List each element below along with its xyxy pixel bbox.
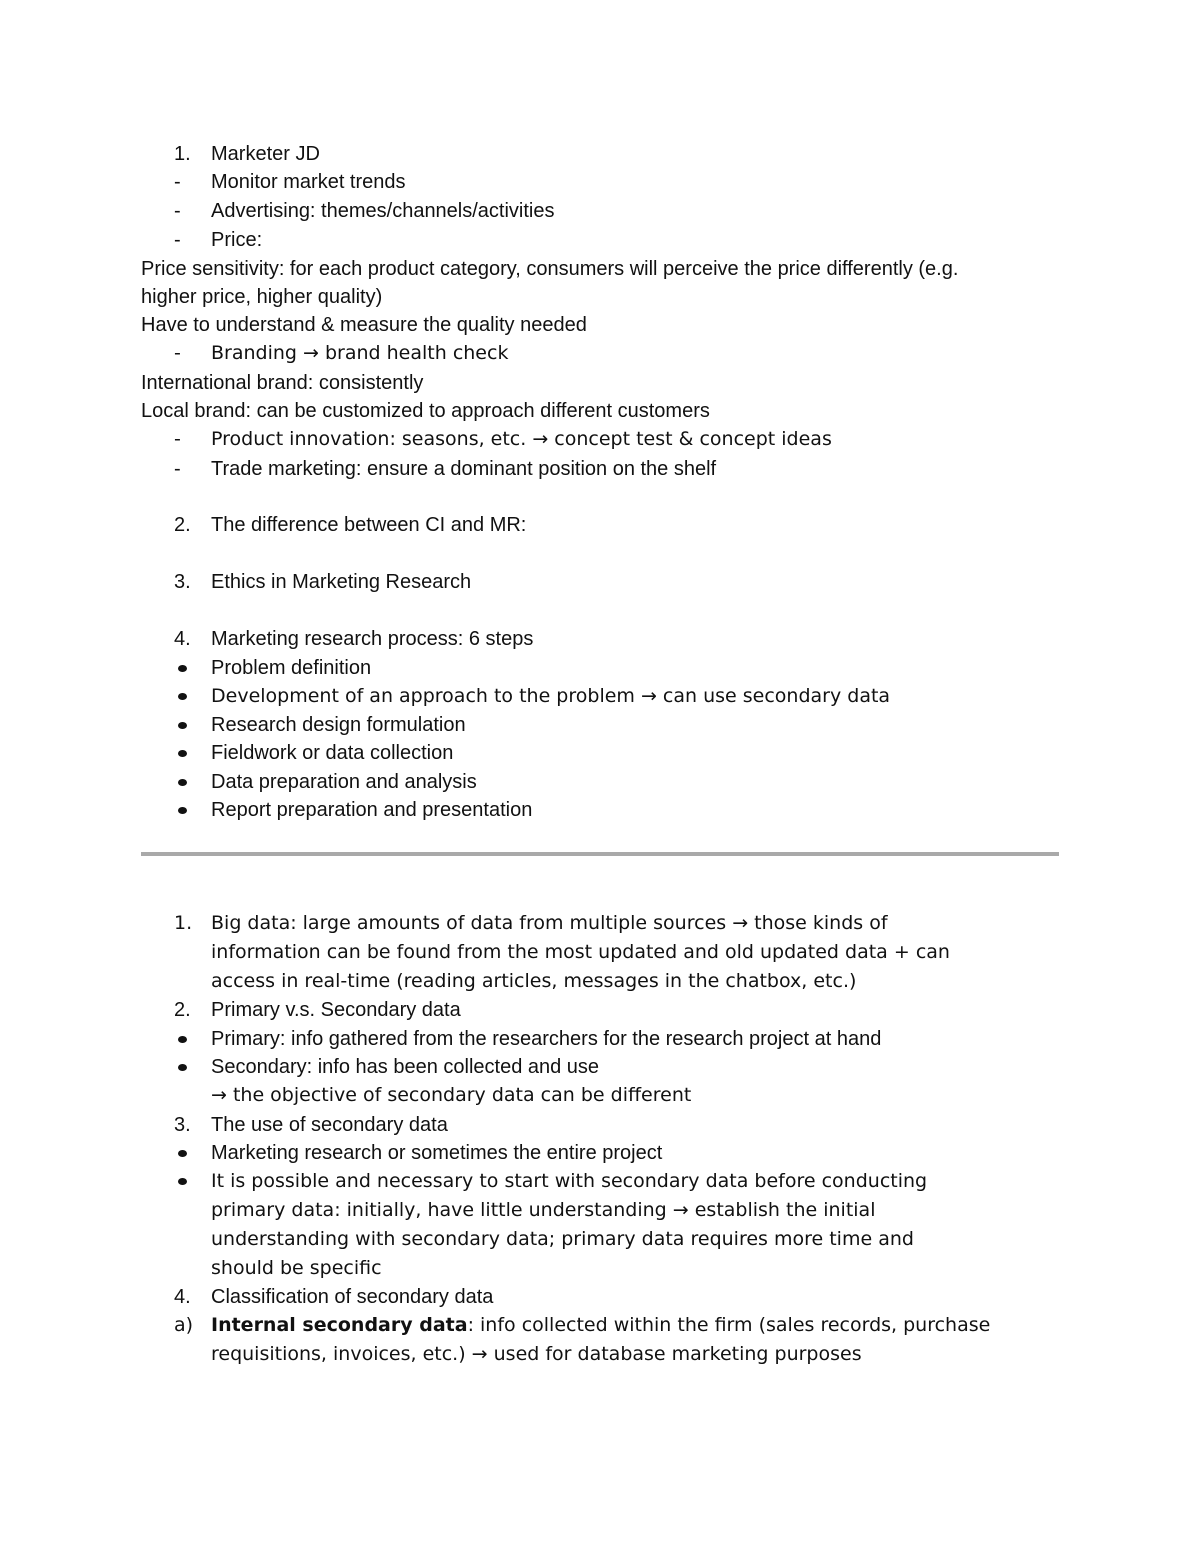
bullet-icon — [178, 750, 187, 757]
list-item-text — [211, 1313, 990, 1337]
bullet-text: Data preparation and analysis — [211, 771, 477, 793]
horizontal-divider — [141, 852, 1059, 856]
bullet-icon — [178, 693, 187, 700]
list-item-text: Marketing research process: 6 steps — [211, 628, 534, 650]
list-item-text: Monitor market trends — [211, 171, 406, 193]
bullet-text: should be specific — [211, 1257, 382, 1279]
bullet-text: → the objective of secondary data can be different — [211, 1084, 692, 1106]
bullet-text: understanding with secondary data; primary data requires more time and — [211, 1228, 914, 1250]
list-item-text: The difference between CI and MR: — [211, 514, 527, 536]
bullet-text: It is possible and necessary to start with secondary data before conducting — [211, 1170, 928, 1192]
list-item-text: Branding → brand health check — [211, 342, 509, 364]
list-item-text: access in real-time (reading articles, messages in the chatbox, etc.) — [211, 970, 857, 992]
bullet-text: primary data: initially, have little understanding → establish the initial — [211, 1199, 876, 1221]
bullet-icon — [178, 1036, 187, 1043]
paragraph-text: higher price, higher quality) — [141, 286, 383, 308]
list-number: 1. — [174, 912, 193, 934]
list-number: 3. — [174, 571, 191, 593]
bullet-text: Report preparation and presentation — [211, 799, 533, 821]
bullet-icon — [178, 1178, 187, 1185]
bullet-text: Secondary: info has been collected and use — [211, 1056, 600, 1078]
list-item-text: Advertising: themes/channels/activities — [211, 200, 555, 222]
bullet-icon — [178, 779, 187, 786]
dash-marker: - — [174, 342, 181, 364]
bullet-icon — [178, 1150, 187, 1157]
list-item-text: Classification of secondary data — [211, 1286, 494, 1308]
list-item-text: information can be found from the most updated and old updated data + can — [211, 941, 950, 963]
bold-term: Internal secondary data — [211, 1314, 468, 1336]
list-item-text: Marketer JD — [211, 143, 320, 165]
bullet-text: Primary: info gathered from the researchers for the research project at hand — [211, 1028, 882, 1050]
paragraph-text: Have to understand & measure the quality needed — [141, 314, 587, 336]
list-number: 2. — [174, 514, 191, 536]
list-item-text: Ethics in Marketing Research — [211, 571, 472, 593]
list-item-text: Primary v.s. Secondary data — [211, 999, 461, 1021]
bullet-text: Fieldwork or data collection — [211, 742, 454, 764]
list-number: 4. — [174, 1286, 191, 1308]
dash-marker: - — [174, 171, 181, 193]
list-number: 3. — [174, 1114, 191, 1136]
list-item-text: Big data: large amounts of data from multiple sources → those kinds of — [211, 912, 888, 934]
bullet-text: Development of an approach to the problem → can use secondary data — [211, 685, 891, 707]
bullet-icon — [178, 722, 187, 729]
list-number: 2. — [174, 999, 191, 1021]
list-item-rest: : info collected within the firm (sales records, purchase — [467, 1314, 991, 1336]
paragraph-text: Price sensitivity: for each product category, consumers will perceive the price differently (e.g. — [141, 258, 959, 280]
list-number: 4. — [174, 628, 191, 650]
bullet-icon — [178, 807, 187, 814]
dash-marker: - — [174, 428, 181, 450]
list-item-text: Price: — [211, 229, 263, 251]
bullet-text: Marketing research or sometimes the entire project — [211, 1142, 663, 1164]
bullet-icon — [178, 1064, 187, 1071]
dash-marker: - — [174, 229, 181, 251]
dash-marker: - — [174, 200, 181, 222]
list-item-text: requisitions, invoices, etc.) → used for database marketing purposes — [211, 1343, 862, 1365]
list-item-text: Product innovation: seasons, etc. → concept test & concept ideas — [211, 428, 832, 450]
bullet-text: Research design formulation — [211, 714, 466, 736]
list-item-text: The use of secondary data — [211, 1114, 448, 1136]
list-letter: a) — [174, 1314, 194, 1336]
bullet-text: Problem definition — [211, 657, 372, 679]
list-number: 1. — [174, 143, 191, 165]
list-item-text: Trade marketing: ensure a dominant position on the shelf — [211, 458, 717, 480]
paragraph-text: Local brand: can be customized to approach different customers — [141, 400, 710, 422]
paragraph-text: International brand: consistently — [141, 372, 424, 394]
dash-marker: - — [174, 458, 181, 480]
bullet-icon — [178, 665, 187, 672]
